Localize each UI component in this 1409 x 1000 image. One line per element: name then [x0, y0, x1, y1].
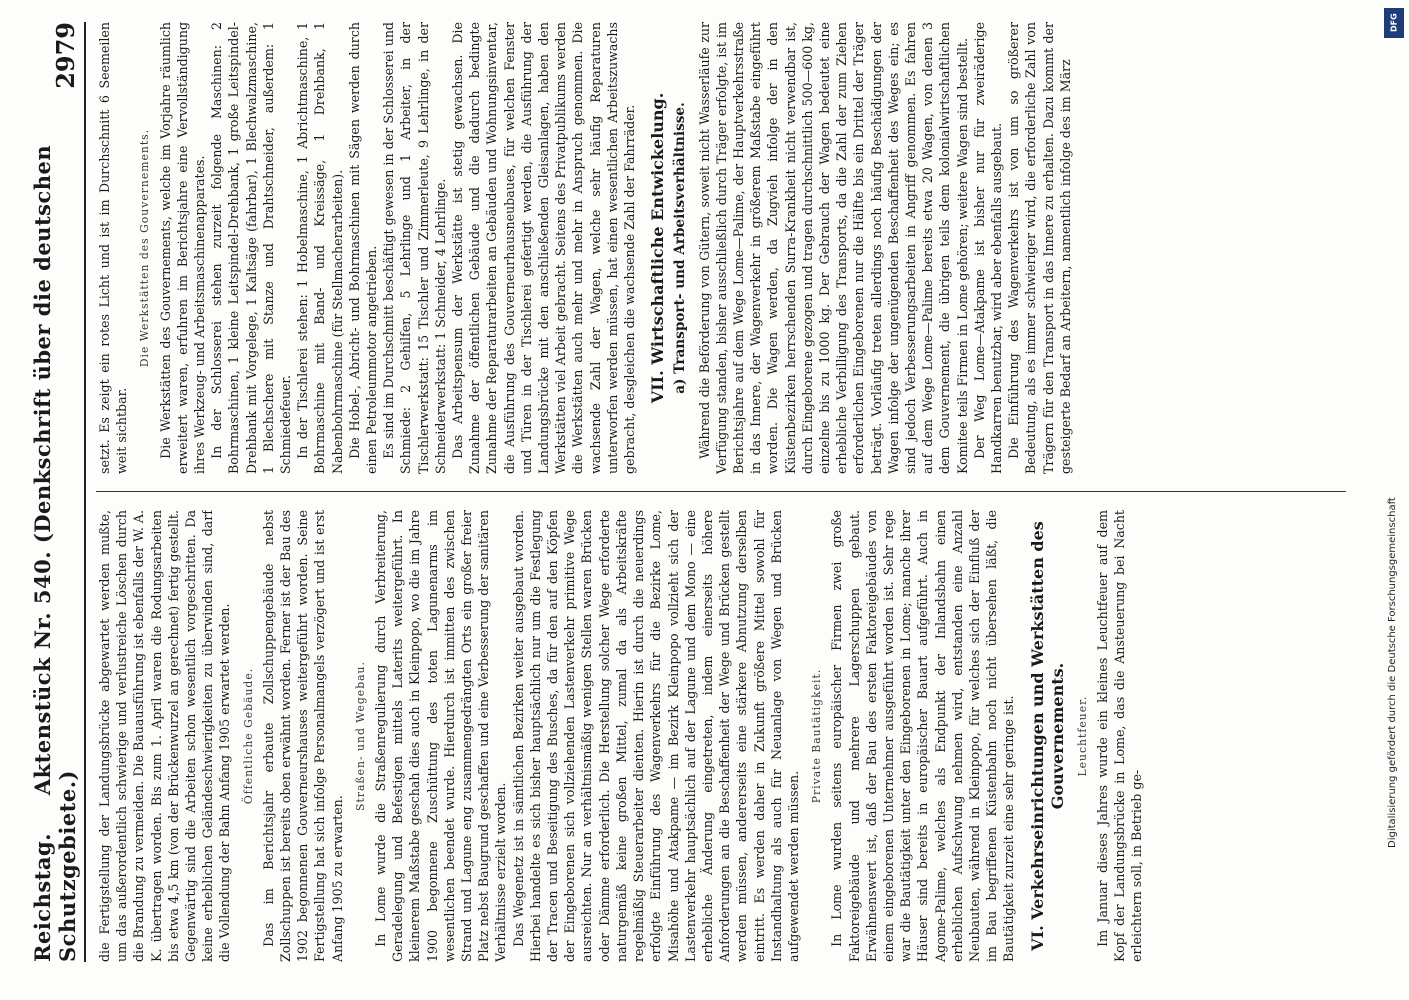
paragraph: Die Einführung des Wagenverkehrs ist von um so größerer Bedeutung, als es immer schwieriger wird, die erforderliche Zahl von Trägern für den Transport in das Innere zu erhalten. Dazu kommt der gesteigerte Bedarf an Arbeitern, namentlich infolge des im März: [1006, 22, 1073, 474]
subheading: Private Bautätigkeit.: [810, 668, 824, 804]
section-subheading: a) Transport- und Arbeitsverhältnisse.: [672, 102, 689, 394]
paragraph: Der Weg Lome—Atakpame ist bisher nur für zweiräderige Handkarren benutzbar, wird aber ebenfalls ausgebaut.: [971, 22, 1004, 474]
header-title: Aktenstück Nr. 540. (Denkschrift über die deutschen Schutzgebiete.): [30, 144, 80, 962]
paragraph: In Lome wurden seitens europäischer Firmen zwei große Faktoreigebäude und mehrere Lagerschuppen gebaut. Erwähnenswert ist, daß der Bau des ersten Faktoreigebäudes von einem eingeborenen Unternehmer ausgeführt worden ist. Sehr rege war die Bautätigkeit unter den Eingeborenen in Lome; manche ihrer Häuser sind bereits in europäischer Bauart aufgeführt. Auch in Agome-Palime, welches als Endpunkt der Inlandsbahn einen erheblichen Aufschwung nehmen wird, entstanden eine Anzahl Neubauten, während in Kleinpopo, für welches sich der Einfluß der im Bau begriffenen Küstenbahn noch nicht übersehen läßt, die Bautätigkeit zurzeit eine sehr geringe ist.: [829, 510, 1017, 962]
left-column: [96, 510, 1346, 962]
paragraph: Das Arbeitspensum der Werkstätte ist stetig gewachsen. Die Zunahme der öffentlichen Gebäude und die dadurch bedingte Zunahme der Reparaturarbeiten an Gebäuden und Wohnungsinventar, die Ausführung des Gouverneurhausneubaues, für welchen Fenster und Türen in der Tischlerei gefertigt werden, die Ausführung der Landungsbrücke mit den anschließenden Gleisanlagen, haben den Werkstätten viel Arbeit gebracht. Seitens des Privatpublikums werden die Werkstätten auch mehr und mehr in Anspruch genommen. Die wachsende Zahl der Wagen, welche sehr häufig Reparaturen unterworfen werden müssen, hat einen wesentlichen Arbeitszuwachs gebracht, desgleichen die wachsende Zahl der Fahrräder.: [450, 22, 638, 474]
paragraph: In der Schlosserei stehen zurzeit folgende Maschinen: 2 Bohrmaschinen, 1 kleine Leitspindel-Drehbank, 1 große Leitspindel-Drehbank mit Vorgelege, 1 Kaltsäge (fahrbar), 1 Blechwalzmaschine, 1 Blechschere mit Stanze und Drahtschneider, außerdem: 1 Schmiedefeuer.: [209, 22, 294, 474]
paragraph: setzt. Es zeigt ein rotes Licht und ist im Durchschnitt 6 Seemeilen weit sichtbar.: [97, 22, 130, 474]
text-columns: [96, 22, 1346, 962]
paragraph: In der Tischlerei stehen: 1 Hobelmaschine, 1 Abrichtmaschine, 1 Bohrmaschine mit Band- und Kreissäge, 1 Drehbank, 1 Nabenbohrmaschine (für Stellmacherarbeiten).: [295, 22, 345, 474]
subheading: Straßen- und Wegebau.: [353, 661, 367, 811]
dfg-logo: DFG: [1384, 8, 1404, 38]
paragraph: Im Januar dieses Jahres wurde ein kleines Leuchtfeuer auf dem Kopf der Landungsbrücke in Lome, das die Ansteuerung bei Nacht erleichtern soll, in Betrieb ge-: [1094, 510, 1145, 962]
paragraph: In Lome wurde die Straßenregulierung durch Verbreiterung, Geradelegung und Befestigen mittels Laterits weitergeführt. In kleinerem Maßstabe geschah dies auch in Kleinpopo, wo die im Jahre 1900 begonnene Zuschüttung des toten Lagunenarms im wesentlichen beendet wurde. Hierdurch ist inmitten des zwischen Strand und Lagune eng zusammengedrängten Orts ein großer freier Platz nebst Baugrund geschaffen und eine Verbesserung der sanitären Verhältnisse erzielt worden.: [373, 510, 509, 962]
section-heading: VI. Verkehrseinrichtungen und Werkstätten des Gouvernements.: [1027, 521, 1067, 951]
paragraph: Die Hobel-, Abricht- und Bohrmaschinen mit Sägen werden durch einen Petroleummotor angetrieben.: [346, 22, 380, 474]
subheading: Leuchtfeuer.: [1075, 695, 1089, 777]
right-column: [96, 22, 1346, 474]
section-heading: VII. Wirtschaftliche Entwickelung.: [648, 92, 668, 404]
paragraph: die Fertigstellung der Landungsbrücke abgewartet werden mußte, um das außerordentlich schwierige und verlustreiche Löschen durch die Brandung zu vermeiden. Die Bauausführung ist ebenfalls der W. A. K. übertragen worden. Bis zum 1. April waren die Rodungsarbeiten bis etwa 4,5 km (von der Brückenwurzel an gerechnet) fertig gestellt. Gegenwärtig sind die Arbeiten schon wesentlich vorgeschritten. Da keine erheblichen Geländeschwierigkeiten zu überwinden sind, darf die Vollendung der Bahn Anfang 1905 erwartet werden.: [97, 510, 233, 962]
paragraph: Die Werkstätten des Gouvernements, welche im Vorjahre räumlich erweitert waren, erfuhren im Berichtsjahre eine Vervollständigung ihres Werkzeug- und Arbeitsmaschinenapparates.: [157, 22, 208, 474]
header-title-group: [30, 89, 80, 962]
paragraph: Während die Beförderung von Gütern, soweit nicht Wasserläufe zur Verfügung standen, bisher ausschließlich durch Träger erfolgte, ist im Berichtsjahre auf dem Wege Lome—Palime, der Hauptverkehrsstraße in das Innere, der Wagenverkehr in größerem Maßstabe eingeführt worden. Die Wagen werden, da Zugvieh infolge der in den Küstenbezirken herrschenden Surra-Krankheit nicht verwendbar ist, durch Eingeborene gezogen und tragen durchschnittlich 500—600 kg, einzelne bis zu 1000 kg. Der Gebrauch der Wagen bedeutet eine erhebliche Verbilligung des Transports, da die Zahl der zum Ziehen erforderlichen Eingeborenen nur die Hälfte bis ein Drittel der Träger beträgt. Vorläufig treten allerdings noch häufig Beschädigungen der Wagen infolge der ungenügenden Beschaffenheit des Weges ein; es sind jedoch Verbesserungsarbeiten in Angriff genommen. Es fahren auf dem Wege Lome—Palime bereits etwa 20 Wagen, von denen 3 dem Gouvernement, die übrigen teils dem kolonialwirtschaftlichen Komitee teils Firmen in Lome gehören; weitere Wagen sind bestellt.: [696, 22, 970, 474]
subheading: Öffentliche Gebäude.: [241, 667, 255, 805]
paragraph: Das im Berichtsjahr erbaute Zollschuppengebäude nebst Zollschuppen ist bereits oben erwähnt worden. Ferner ist der Bau des 1902 begonnenen Gouverneurshauses weitergeführt worden. Seine Fertigstellung hat sich infolge Personalmangels verzögert und ist erst Anfang 1905 zu erwarten.: [260, 510, 345, 962]
digitization-credit: Digitalisierung gefördert durch die Deutsche Forschungsgemeinschaft: [1387, 497, 1398, 848]
subheading: Die Werkstätten des Gouvernements.: [138, 128, 152, 368]
page-header: [30, 22, 86, 962]
header-reichstag: Reichstag.: [30, 833, 55, 962]
paragraph: Es sind im Durchschnitt beschäftigt gewesen in der Schlosserei und Schmiede: 2 Gehilfen, 5 Lehrlinge und 1 Arbeiter, in der Tischlerwerkstatt: 15 Tischler und Zimmerleute, 9 Lehrlinge, in der Schneiderwerkstatt: 1 Schneider, 4 Lehrlinge.: [381, 22, 448, 474]
paragraph: Das Wegenetz ist in sämtlichen Bezirken weiter ausgebaut worden. Hierbei handelte es sich bisher hauptsächlich nur um die Festlegung der Tracen und Beseitigung des Busches, da für den auf den Köpfen der Eingeborenen sich vollziehenden Lastenverkehr primitive Wege ausreichten. Nur an verhältnismäßig wenigen Stellen waren Brücken oder Dämme erforderlich. Die Herstellung solcher Wege erforderte naturgemäß keine großen Mittel, zumal da als Arbeitskräfte regelmäßig Steuerarbeiter dienten. Hierin ist durch die neuerdings erfolgte Einführung des Wagenverkehrs für die Bezirke Lome, Misahöhe und Atakpame — im Bezirk Kleinpopo vollzieht sich der Lastenverkehr hauptsächlich auf der Lagune und dem Mono — eine erhebliche Änderung eingetreten, indem einerseits höhere Anforderungen an die Beschaffenheit der Wege und Brücken gestellt werden müssen, andererseits eine stärkere Abnutzung derselben eintritt. Es werden daher in Zukunft größere Mittel sowohl für Instandhaltung als auch für Neuanlage von Wegen und Brücken aufgewendet werden müssen.: [510, 510, 801, 962]
column-divider: [96, 492, 1346, 493]
page-number: 2979: [51, 22, 80, 89]
